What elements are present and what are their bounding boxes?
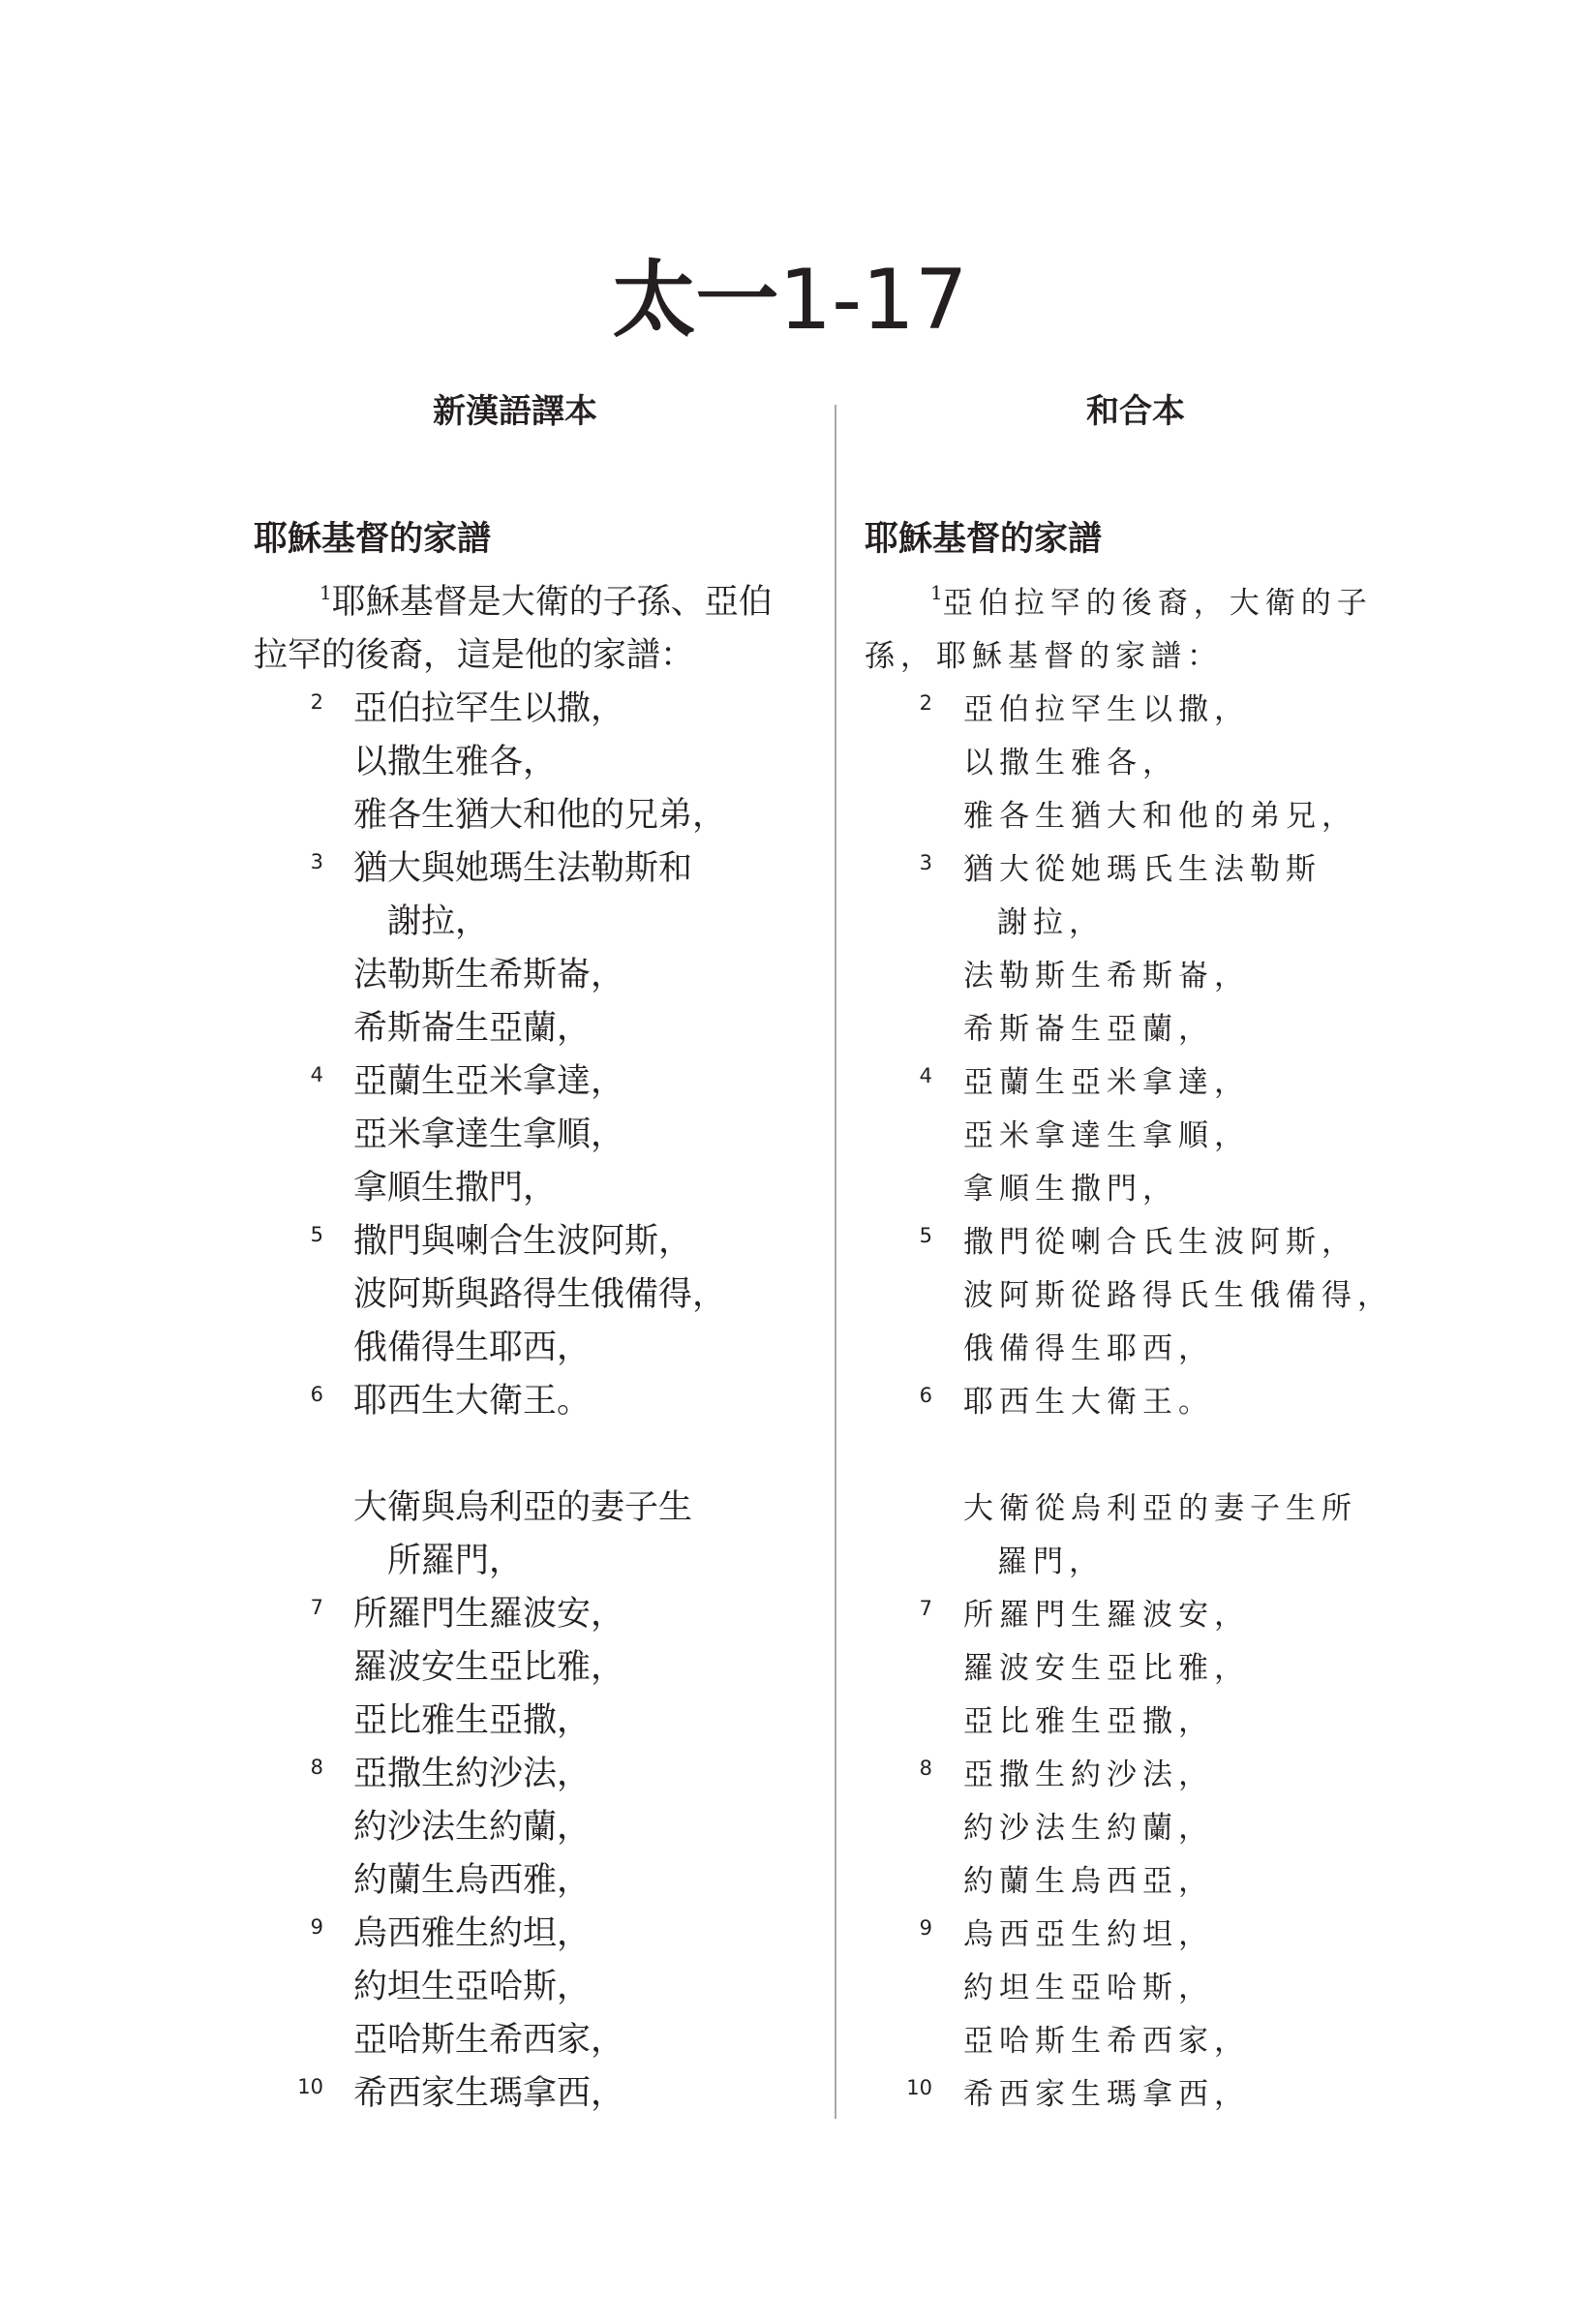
genealogy-line bbox=[865, 1589, 1445, 1642]
verse-number: 3 bbox=[919, 851, 932, 874]
line-text: 約沙法生約蘭， bbox=[353, 1808, 592, 1847]
genealogy-line bbox=[254, 1269, 835, 1322]
genealogy-line bbox=[865, 1962, 1445, 2015]
genealogy-line bbox=[865, 1483, 1445, 1536]
line-text: 希西家生瑪拿西， bbox=[353, 2074, 625, 2113]
genealogy-line bbox=[254, 1854, 835, 1908]
genealogy-line bbox=[254, 736, 835, 789]
left-column bbox=[254, 387, 835, 2121]
right-intro-line-2: 孫，耶穌基督的家譜： bbox=[865, 639, 1223, 674]
genealogy-line bbox=[254, 1801, 835, 1854]
verse-number: 10 bbox=[906, 2076, 932, 2099]
line-text: 希斯崙生亞蘭， bbox=[963, 1012, 1214, 1047]
line-text: 謝拉， bbox=[997, 905, 1105, 940]
verse-number: 5 bbox=[310, 1223, 323, 1246]
line-text: 大衛從烏利亞的妻子生所 bbox=[963, 1491, 1357, 1526]
genealogy-line bbox=[254, 1588, 835, 1641]
genealogy-line bbox=[254, 1109, 835, 1162]
verse-number: 9 bbox=[310, 1915, 323, 1939]
genealogy-line bbox=[865, 790, 1445, 843]
genealogy-line bbox=[254, 1055, 835, 1109]
line-text: 烏西雅生約坦， bbox=[353, 1914, 592, 1953]
verse-number: 4 bbox=[310, 1063, 323, 1086]
genealogy-line bbox=[254, 949, 835, 1002]
line-text: 猶大與她瑪生法勒斯和 bbox=[353, 849, 693, 888]
line-text: 所羅門生羅波安， bbox=[963, 1598, 1250, 1633]
line-text: 所羅門， bbox=[387, 1542, 524, 1580]
line-text: 亞蘭生亞米拿達， bbox=[963, 1065, 1250, 1100]
line-text: 俄備得生耶西， bbox=[353, 1329, 592, 1367]
left-version-title: 新漢語譯本 bbox=[433, 392, 597, 431]
genealogy-line bbox=[865, 1163, 1445, 1216]
title-range: 1-17 bbox=[778, 252, 968, 349]
line-text: 亞撒生約沙法， bbox=[353, 1755, 592, 1793]
left-intro-line-2: 拉罕的後裔，這是他的家譜： bbox=[254, 636, 695, 675]
line-text: 約坦生亞哈斯， bbox=[353, 1968, 592, 2006]
genealogy-line bbox=[865, 2015, 1445, 2068]
line-text: 雅各生猶大和他的兄弟， bbox=[353, 796, 727, 835]
line-text: 俄備得生耶西， bbox=[963, 1331, 1214, 1366]
genealogy-line bbox=[254, 1002, 835, 1055]
line-text: 亞比雅生亞撒， bbox=[353, 1701, 592, 1740]
line-text: 約蘭生烏西亞， bbox=[963, 1864, 1214, 1899]
title-book: 太一 bbox=[612, 252, 779, 349]
verse-number: 6 bbox=[919, 1384, 932, 1407]
genealogy-line bbox=[254, 1482, 835, 1535]
genealogy-line bbox=[865, 1003, 1445, 1056]
genealogy-line bbox=[254, 1535, 835, 1588]
verse-number: 6 bbox=[310, 1383, 323, 1406]
verse-number: 1 bbox=[930, 581, 943, 604]
genealogy-line bbox=[254, 1162, 835, 1215]
genealogy-line bbox=[865, 1376, 1445, 1429]
genealogy-line bbox=[254, 1695, 835, 1748]
line-text: 烏西亞生約坦， bbox=[963, 1917, 1214, 1952]
line-text: 拿順生撒門， bbox=[353, 1169, 558, 1208]
left-intro-line-1 bbox=[254, 566, 835, 629]
verse-number: 8 bbox=[919, 1757, 932, 1780]
genealogy-line bbox=[254, 683, 835, 736]
line-text: 法勒斯生希斯崙， bbox=[963, 959, 1250, 994]
line-text: 猶大從她瑪氏生法勒斯 bbox=[963, 852, 1322, 887]
verse-number: 8 bbox=[310, 1756, 323, 1779]
genealogy-line bbox=[254, 842, 835, 896]
verse-number: 1 bbox=[319, 581, 332, 604]
line-text: 撒門與喇合生波阿斯， bbox=[353, 1222, 693, 1261]
genealogy-line bbox=[865, 897, 1445, 950]
genealogy-line bbox=[865, 1056, 1445, 1110]
genealogy-line bbox=[254, 1322, 835, 1375]
line-text: 波阿斯與路得生俄備得， bbox=[353, 1275, 727, 1314]
verse-number: 3 bbox=[310, 850, 323, 873]
line-text: 亞哈斯生希西家， bbox=[353, 2021, 625, 2060]
genealogy-line bbox=[865, 1802, 1445, 1855]
line-text: 耶西生大衛王。 bbox=[353, 1382, 592, 1421]
line-text: 亞米拿達生拿順， bbox=[353, 1116, 625, 1154]
genealogy-line bbox=[865, 1216, 1445, 1269]
line-text: 約沙法生約蘭， bbox=[963, 1811, 1214, 1846]
verse-number: 2 bbox=[310, 690, 323, 714]
genealogy-line bbox=[254, 1641, 835, 1695]
genealogy-line bbox=[865, 843, 1445, 897]
line-text: 羅波安生亞比雅， bbox=[963, 1651, 1250, 1686]
verse-number: 10 bbox=[297, 2075, 323, 2098]
genealogy-line bbox=[865, 1642, 1445, 1696]
genealogy-line bbox=[865, 1110, 1445, 1163]
verse-number: 7 bbox=[919, 1597, 932, 1620]
genealogy-line bbox=[865, 2068, 1445, 2122]
right-genealogy-lines bbox=[865, 684, 1445, 2122]
page-title bbox=[0, 247, 1580, 353]
verse-number: 2 bbox=[919, 691, 932, 715]
verse-number: 4 bbox=[919, 1064, 932, 1087]
line-text: 耶西生大衛王。 bbox=[963, 1385, 1214, 1420]
genealogy-line bbox=[865, 1323, 1445, 1376]
right-intro-line-1 bbox=[865, 566, 1445, 630]
line-text: 以撒生雅各， bbox=[353, 743, 558, 781]
genealogy-line bbox=[865, 1269, 1445, 1323]
genealogy-line bbox=[254, 2014, 835, 2067]
genealogy-line bbox=[254, 1908, 835, 1961]
line-text: 羅門， bbox=[997, 1544, 1105, 1579]
left-intro-text-1: 耶穌基督是大衛的子孫、亞伯 bbox=[331, 583, 773, 622]
line-text: 亞比雅生亞撒， bbox=[963, 1704, 1214, 1739]
genealogy-line bbox=[254, 789, 835, 842]
right-version-title: 和合本 bbox=[1086, 392, 1185, 431]
line-text: 拿順生撒門， bbox=[963, 1172, 1178, 1207]
line-text: 謝拉， bbox=[387, 902, 490, 941]
genealogy-line bbox=[865, 1909, 1445, 1962]
genealogy-line bbox=[865, 737, 1445, 790]
column-divider bbox=[835, 405, 836, 2119]
genealogy-line bbox=[865, 950, 1445, 1003]
genealogy-line bbox=[254, 896, 835, 949]
line-text: 約蘭生烏西雅， bbox=[353, 1861, 592, 1900]
right-intro-paragraph bbox=[865, 566, 1445, 684]
line-text: 雅各生猶大和他的弟兄， bbox=[963, 799, 1357, 834]
line-text: 約坦生亞哈斯， bbox=[963, 1971, 1214, 2005]
line-text: 亞米拿達生拿順， bbox=[963, 1118, 1250, 1153]
line-text: 羅波安生亞比雅， bbox=[353, 1648, 625, 1687]
genealogy-line bbox=[254, 1428, 835, 1482]
line-text: 法勒斯生希斯崙， bbox=[353, 956, 625, 994]
genealogy-line bbox=[865, 1536, 1445, 1589]
line-text: 希西家生瑪拿西， bbox=[963, 2077, 1250, 2112]
genealogy-line bbox=[865, 1696, 1445, 1749]
verse-number: 5 bbox=[919, 1224, 932, 1247]
genealogy-line bbox=[865, 1429, 1445, 1483]
line-text: 波阿斯從路得氏生俄備得， bbox=[963, 1278, 1393, 1313]
left-intro-paragraph bbox=[254, 566, 835, 683]
genealogy-line bbox=[254, 2067, 835, 2121]
line-text: 希斯崙生亞蘭， bbox=[353, 1009, 592, 1048]
genealogy-line bbox=[865, 1855, 1445, 1909]
left-section-heading: 耶穌基督的家譜 bbox=[254, 520, 492, 559]
right-section-heading: 耶穌基督的家譜 bbox=[865, 520, 1103, 559]
genealogy-line bbox=[254, 1961, 835, 2014]
genealogy-line bbox=[865, 1749, 1445, 1802]
line-text: 以撒生雅各， bbox=[963, 746, 1178, 780]
line-text: 亞哈斯生希西家， bbox=[963, 2024, 1250, 2059]
line-text: 亞伯拉罕生以撒， bbox=[353, 689, 625, 728]
genealogy-line bbox=[254, 1748, 835, 1801]
line-text: 撒門從喇合氏生波阿斯， bbox=[963, 1225, 1357, 1260]
genealogy-line bbox=[254, 1375, 835, 1428]
line-text: 亞伯拉罕生以撒， bbox=[963, 692, 1250, 727]
line-text: 亞撒生約沙法， bbox=[963, 1758, 1214, 1792]
right-intro-text-1: 亞伯拉罕的後裔，大衛的子 bbox=[942, 586, 1373, 621]
left-genealogy-lines bbox=[254, 683, 835, 2121]
genealogy-line bbox=[254, 1215, 835, 1269]
genealogy-line bbox=[865, 684, 1445, 737]
line-text: 亞蘭生亞米拿達， bbox=[353, 1062, 625, 1101]
line-text: 所羅門生羅波安， bbox=[353, 1595, 625, 1634]
line-text: 大衛與烏利亞的妻子生 bbox=[353, 1488, 693, 1527]
verse-number: 9 bbox=[919, 1916, 932, 1940]
right-column bbox=[865, 387, 1445, 2122]
verse-number: 7 bbox=[310, 1596, 323, 1619]
